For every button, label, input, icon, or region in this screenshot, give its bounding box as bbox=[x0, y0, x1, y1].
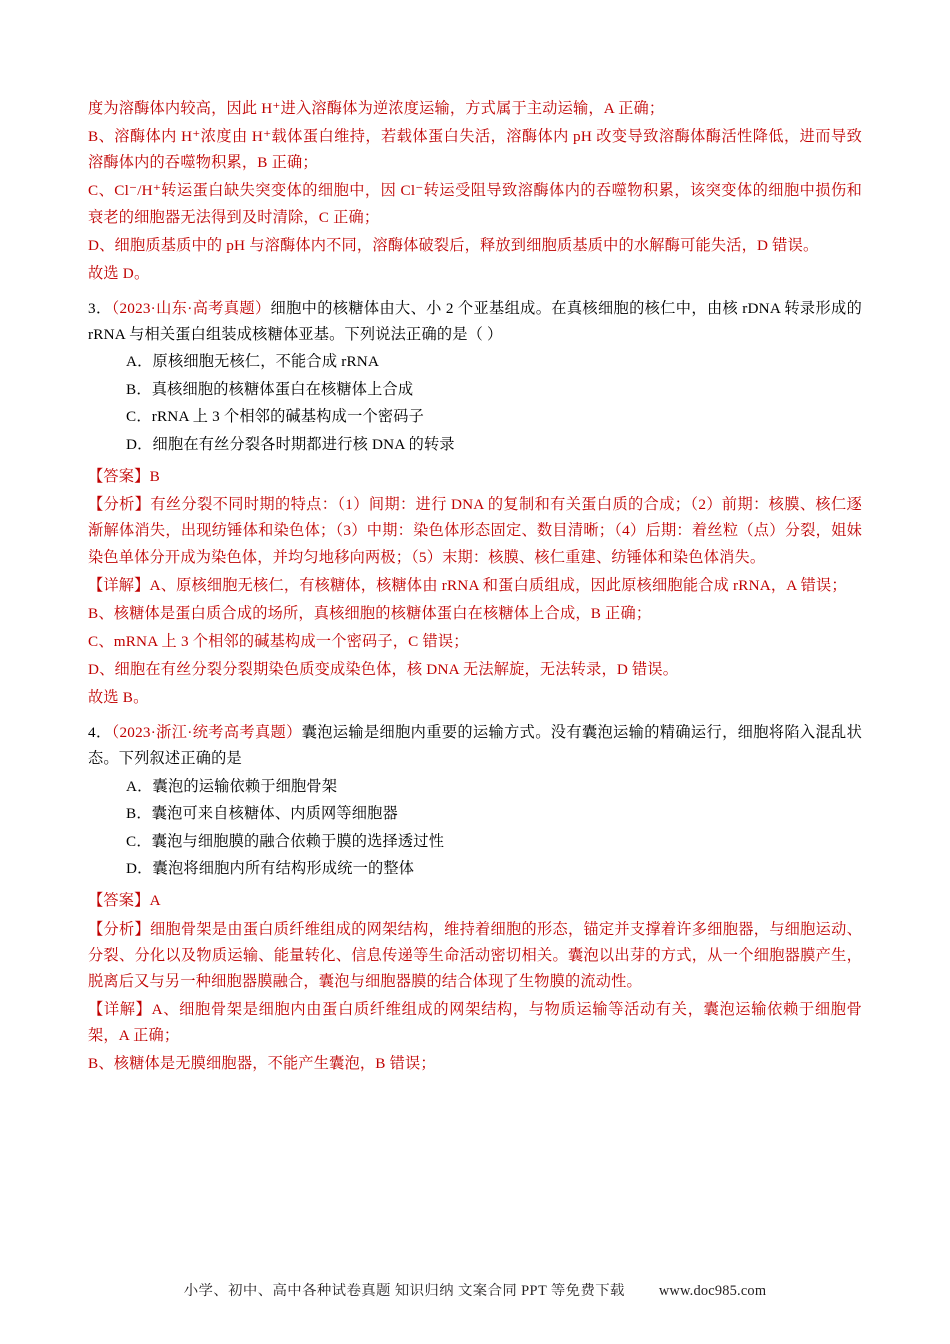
analysis-label-4: 【分析】 bbox=[88, 920, 150, 938]
question-3-detail-d: D、细胞在有丝分裂分裂期染色质变成染色体，核 DNA 无法解旋，无法转录，D 错误。 bbox=[88, 661, 679, 679]
answer-value-4: A bbox=[149, 892, 161, 910]
question-4-option-c: C．囊泡与细胞膜的融合依赖于膜的选择透过性 bbox=[126, 832, 445, 850]
analysis-text-3: 有丝分裂不同时期的特点：（1）间期：进行 DNA 的复制和有关蛋白质的合成；（2）前期：核膜、核仁逐渐解体消失，出现纺锤体和染色体；（3）中期：染色体形态固定、数目清晰；（4）后期：着丝粒（点）分裂，姐妹染色单体分开成为染色体，并均匀地移向两极；（5）末期：核膜、核仁重建、纺锤体和染色体消失。 bbox=[88, 496, 862, 566]
question-block-3 bbox=[88, 296, 862, 711]
question-3-option-a: A．原核细胞无核仁，不能合成 rRNA bbox=[126, 353, 380, 371]
analysis-label-3: 【分析】 bbox=[88, 496, 151, 514]
question-4-source: （2023·浙江·统考高考真题） bbox=[111, 724, 302, 742]
question-4-answer bbox=[88, 888, 862, 914]
question-3-detail-c: C、mRNA 上 3 个相邻的碱基构成一个密码子，C 错误； bbox=[88, 632, 469, 650]
question-3-heading bbox=[88, 296, 862, 348]
question-4-analysis bbox=[88, 917, 862, 995]
detail-label-3: 【详解】 bbox=[88, 576, 150, 594]
question-3-source: （2023·山东·高考真题） bbox=[111, 299, 271, 317]
top-explanation-block bbox=[88, 96, 862, 287]
question-3-number: 3． bbox=[88, 299, 112, 317]
question-4-option-a: A．囊泡的运输依赖于细胞骨架 bbox=[126, 777, 338, 795]
question-3-detail-b: B、核糖体是蛋白质合成的场所，真核细胞的核糖体蛋白在核糖体上合成，B 正确； bbox=[88, 604, 652, 622]
question-4-detail-b: B、核糖体是无膜细胞器，不能产生囊泡，B 错误； bbox=[88, 1055, 436, 1073]
detail-text-3-a: A、原核细胞无核仁，有核糖体，核糖体由 rRNA 和蛋白质组成，因此原核细胞能合成 rRNA，A 错误； bbox=[149, 576, 847, 594]
footer-site: www.doc985.com bbox=[658, 1283, 767, 1299]
top-line-3: C、Cl⁻/H⁺转运蛋白缺失突变体的细胞中，因 Cl⁻转运受阻导致溶酶体内的吞噬物积累，该突变体的细胞中损伤和衰老的细胞器无法得到及时清除，C 正确； bbox=[88, 182, 862, 226]
top-line-5: 故选 D。 bbox=[88, 264, 150, 282]
question-4-option-d: D．囊泡将细胞内所有结构形成统一的整体 bbox=[126, 859, 415, 877]
question-4-heading bbox=[88, 720, 862, 772]
question-4-number: 4． bbox=[88, 724, 112, 742]
footer-left-text: 小学、初中、高中各种试卷真题 知识归纳 文案合同 PPT 等免费下载 bbox=[183, 1283, 625, 1299]
answer-value-3: B bbox=[149, 468, 160, 486]
top-line-1: 度为溶酶体内较高，因此 H⁺进入溶酶体为逆浓度运输，方式属于主动运输，A 正确； bbox=[88, 100, 665, 117]
answer-label-3: 【答案】 bbox=[88, 468, 150, 486]
question-3-option-b: B．真核细胞的核糖体蛋白在核糖体上合成 bbox=[126, 380, 414, 398]
top-line-4: D、细胞质基质中的 pH 与溶酶体内不同，溶酶体破裂后，释放到细胞质基质中的水解酶可能失活，D 错误。 bbox=[88, 236, 819, 254]
question-3-detail-a bbox=[88, 573, 862, 599]
top-line-2: B、溶酶体内 H⁺浓度由 H⁺载体蛋白维持，若载体蛋白失活，溶酶体内 pH 改变导致溶酶体酶活性降低，进而导致溶酶体内的吞噬物积累，B 正确； bbox=[88, 128, 862, 172]
question-3-option-d: D．细胞在有丝分裂各时期都进行核 DNA 的转录 bbox=[126, 435, 455, 453]
question-4-stem: 囊泡运输是细胞内重要的运输方式。没有囊泡运输的精确运行，细胞将陷入混乱状态。下列叙述正确的是 bbox=[88, 724, 863, 768]
question-3-stem: 细胞中的核糖体由大、小 2 个亚基组成。在真核细胞的核仁中，由核 rDNA 转录形成的 rRNA 与相关蛋白组装成核糖体亚基。下列说法正确的是（ ） bbox=[88, 299, 862, 344]
detail-label-4: 【详解】 bbox=[88, 1001, 152, 1018]
analysis-text-4: 细胞骨架是由蛋白质纤维组成的网架结构，维持着细胞的形态，锚定并支撑着许多细胞器，与细胞运动、分裂、分化以及物质运输、能量转化、信息传递等生命活动密切相关。囊泡以出芽的方式，从一个细胞器膜产生，脱离后又与另一种细胞器膜融合，囊泡与细胞器膜的结合体现了生物膜的流动性。 bbox=[88, 920, 862, 990]
question-4-option-b: B．囊泡可来自核糖体、内质网等细胞器 bbox=[126, 805, 398, 823]
question-block-4 bbox=[88, 720, 862, 1077]
detail-text-4-a: A、细胞骨架是细胞内由蛋白质纤维组成的网架结构，与物质运输等活动有关，囊泡运输依赖于细胞骨架，A 正确； bbox=[88, 1001, 862, 1045]
page-footer bbox=[0, 1279, 950, 1300]
question-3-answer bbox=[88, 464, 862, 490]
question-3-conclusion: 故选 B。 bbox=[88, 689, 149, 707]
question-4-detail-a bbox=[88, 997, 862, 1049]
question-3-option-c: C．rRNA 上 3 个相邻的碱基构成一个密码子 bbox=[126, 408, 425, 426]
answer-label-4: 【答案】 bbox=[88, 892, 150, 910]
question-3-analysis bbox=[88, 492, 862, 570]
